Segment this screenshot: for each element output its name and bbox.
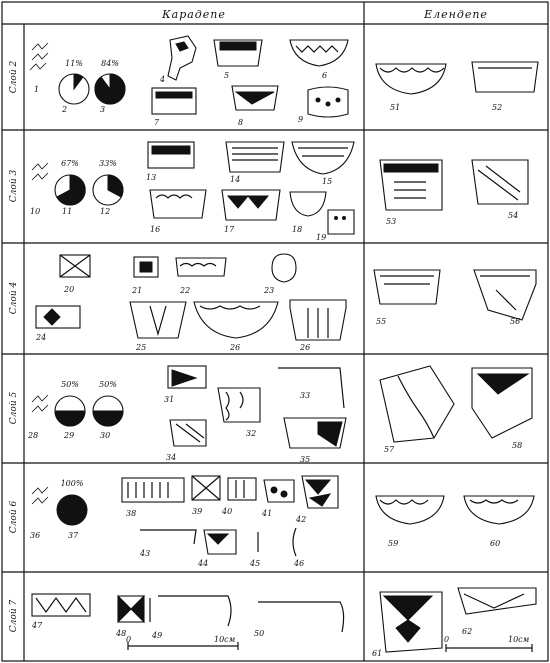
pot-fig-23 [272, 254, 296, 282]
sherd-fig-5-band [220, 42, 256, 50]
sherd-fig-41 [264, 480, 294, 502]
scale-bar-elendepe-end: 10см [508, 635, 530, 644]
fig-label-19: 19 [316, 233, 327, 242]
fig-label-44: 44 [198, 559, 209, 568]
fig-label-41: 41 [262, 509, 273, 518]
fig-label-10: 10 [30, 207, 41, 216]
sign-glyph-28 [32, 395, 48, 412]
fig-label-30: 30 [100, 431, 111, 440]
fig-label-28: 28 [28, 431, 39, 440]
fig-label-14: 14 [230, 175, 241, 184]
sherd-fig-19 [328, 210, 354, 234]
fig-label-21: 21 [132, 286, 143, 295]
fig-label-1: 1 [34, 85, 40, 94]
sherd-fig-62 [458, 588, 536, 614]
fig-label-4: 4 [160, 75, 166, 84]
fig-label-23: 23 [264, 286, 275, 295]
sherd-fig-14 [226, 142, 284, 172]
layer-label-3: Слой 3 [9, 169, 19, 203]
fig-label-18: 18 [292, 225, 303, 234]
fig-label-46: 46 [294, 559, 305, 568]
pie-fig-30-percent: 50% [99, 380, 117, 389]
fig-label-56: 56 [510, 317, 521, 326]
vessel-fig-43 [140, 530, 196, 544]
fig-label-52: 52 [492, 103, 503, 112]
fig-label-48: 48 [116, 629, 127, 638]
bowl-fig-15 [292, 142, 354, 174]
fig-label-11: 11 [62, 207, 73, 216]
pie-fig-2-percent: 11% [65, 59, 83, 68]
vessel-fig-49 [158, 596, 231, 626]
fig-label-61: 61 [372, 649, 383, 658]
fig-label-45: 45 [250, 559, 261, 568]
layer-2-karadepe [30, 36, 348, 127]
layer-5-elendepe [380, 366, 532, 454]
fig-label-26a: 26 [230, 343, 241, 352]
pie-fig-37 [57, 495, 87, 525]
fig-label-47: 47 [32, 621, 43, 630]
scale-bar-karadepe-end: 10см [214, 635, 236, 644]
layer-2-elendepe [376, 62, 538, 112]
pie-fig-3-percent: 84% [101, 59, 119, 68]
fig-label-51: 51 [390, 103, 401, 112]
sherd-fig-40 [228, 478, 256, 500]
pie-fig-29-percent: 50% [61, 380, 79, 389]
fig-label-31: 31 [164, 395, 175, 404]
bowl-fig-60 [464, 496, 534, 524]
fig-label-16: 16 [150, 225, 161, 234]
fig-label-40: 40 [222, 507, 233, 516]
sign-glyph-10 [32, 163, 48, 180]
bowl-fig-59 [376, 496, 444, 524]
layer-7-karadepe [31, 594, 344, 650]
fig-label-17: 17 [224, 225, 235, 234]
fig-label-62: 62 [462, 627, 473, 636]
fig-label-42: 42 [296, 515, 307, 524]
layer-label-7: Слой 7 [9, 599, 19, 633]
fig-label-32: 32 [246, 429, 257, 438]
sherd-fig-7-band [156, 92, 192, 98]
scale-bar-elendepe-start: 0 [444, 635, 450, 644]
fig-label-60: 60 [490, 539, 501, 548]
fig-label-58: 58 [512, 441, 523, 450]
layer-label-5: Слой 5 [9, 391, 19, 425]
layer-5-karadepe [27, 366, 346, 464]
scale-bar-karadepe-start: 0 [126, 635, 132, 644]
fig-label-29: 29 [64, 431, 75, 440]
layer-label-4: Слой 4 [9, 281, 19, 315]
sherd-fig-57 [380, 366, 454, 442]
layer-4-elendepe [374, 270, 536, 326]
sherd-fig-52 [472, 62, 538, 92]
vessel-fig-33 [278, 368, 344, 408]
fig-label-35: 35 [300, 455, 311, 464]
fig-label-2: 2 [62, 105, 68, 114]
fig-label-25: 25 [136, 343, 147, 352]
pie-fig-37-percent: 100% [60, 479, 84, 488]
layer-6-karadepe [30, 476, 338, 568]
fig-label-6: 6 [322, 71, 328, 80]
fig-label-59: 59 [388, 539, 399, 548]
fig-label-7: 7 [154, 118, 160, 127]
layer-label-6: Слой 6 [9, 500, 19, 534]
sign-glyph-36 [32, 487, 48, 504]
fig-label-5: 5 [224, 71, 230, 80]
fig-label-50: 50 [254, 629, 265, 638]
sherd-fig-56 [474, 270, 536, 320]
fig-label-3: 3 [100, 105, 106, 114]
fig-label-43: 43 [140, 549, 151, 558]
fig-label-24: 24 [36, 333, 47, 342]
fig-label-54: 54 [508, 211, 519, 220]
header-elendepe: Елендепе [424, 8, 488, 21]
fig-label-34: 34 [166, 453, 177, 462]
fig-label-33: 33 [300, 391, 311, 400]
fig-label-20: 20 [64, 285, 75, 294]
fig-label-57: 57 [384, 445, 395, 454]
cup-fig-18 [290, 192, 326, 216]
layer-4-karadepe [35, 254, 346, 352]
scale-bar-elendepe [446, 644, 532, 652]
bowl-fig-6 [290, 40, 348, 66]
sherd-fig-22 [176, 258, 226, 276]
vessel-fig-46 [293, 528, 296, 556]
sherd-fig-17 [222, 190, 280, 220]
fig-label-53: 53 [386, 217, 397, 226]
layer-label-2: Слой 2 [9, 60, 19, 94]
sherd-fig-54 [472, 160, 528, 204]
fig-label-22: 22 [180, 286, 191, 295]
fig-label-55: 55 [376, 317, 387, 326]
layer-7-elendepe [372, 588, 536, 658]
fig-label-9: 9 [298, 115, 304, 124]
fig-label-39: 39 [192, 507, 203, 516]
fig-label-12: 12 [100, 207, 111, 216]
fig-label-38: 38 [126, 509, 137, 518]
sherd-fig-38 [122, 478, 184, 502]
sherd-fig-55 [374, 270, 440, 304]
fig-label-26b: 26 [300, 343, 311, 352]
sherd-fig-32 [218, 388, 260, 422]
sherd-fig-16 [150, 190, 206, 218]
layer-6-elendepe [376, 496, 534, 548]
layer-3-elendepe [380, 160, 528, 226]
pie-fig-11-percent: 67% [61, 159, 79, 168]
fig-label-15: 15 [322, 177, 333, 186]
fig-label-36: 36 [30, 531, 41, 540]
fig-label-13: 13 [146, 173, 157, 182]
pie-fig-3-slice [95, 74, 125, 104]
fig-label-8: 8 [238, 118, 244, 127]
fig-label-37: 37 [68, 531, 79, 540]
header-karadepe: Карадепе [162, 8, 226, 21]
vessel-fig-50 [258, 602, 344, 632]
layer-3-karadepe [30, 142, 354, 242]
pie-fig-12-percent: 33% [99, 159, 117, 168]
fig-label-49: 49 [152, 631, 163, 640]
sign-glyph-1 [30, 43, 48, 70]
pie-fig-29-slice [55, 411, 85, 426]
pie-fig-30-slice [93, 411, 123, 426]
